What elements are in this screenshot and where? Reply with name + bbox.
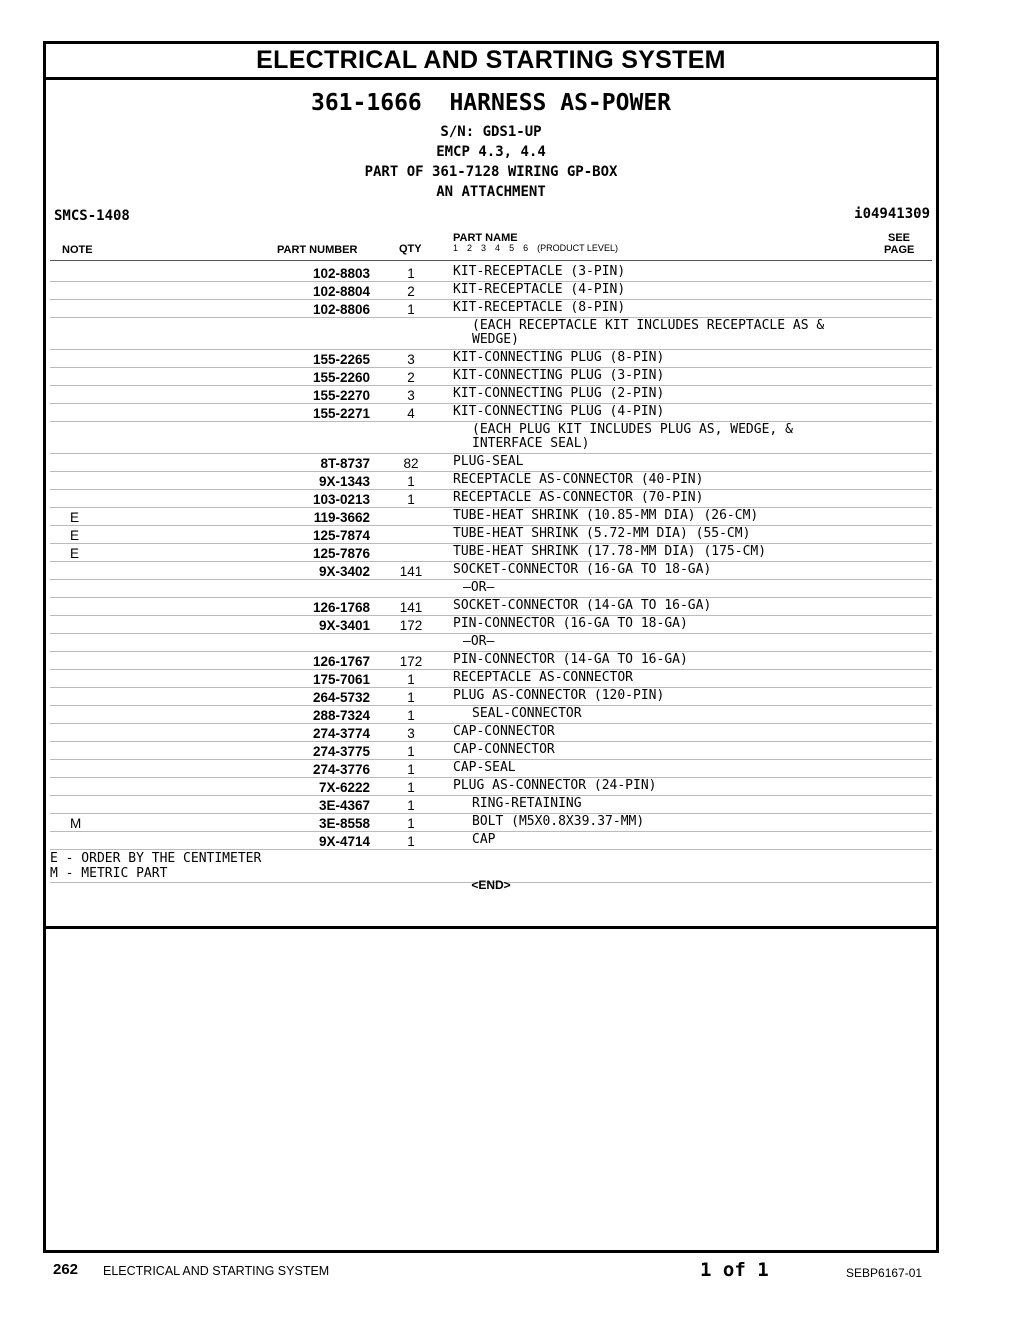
part-name: CAP-CONNECTOR <box>453 742 555 757</box>
section-title: ELECTRICAL AND STARTING SYSTEM <box>256 46 726 74</box>
row-divider <box>50 260 932 261</box>
quantity: 2 <box>407 370 415 385</box>
product-levels <box>453 243 627 253</box>
quantity: 1 <box>407 798 415 813</box>
quantity: 1 <box>407 780 415 795</box>
quantity: 3 <box>407 352 415 367</box>
part-name: SOCKET-CONNECTOR (14-GA TO 16-GA) <box>453 598 712 613</box>
row-divider <box>50 849 932 850</box>
part-number: 126-1768 <box>312 600 370 615</box>
quantity: 4 <box>407 406 415 421</box>
part-name: RECEPTACLE AS-CONNECTOR <box>453 670 634 685</box>
part-number: 3E-4367 <box>318 798 370 813</box>
part-name: RECEPTACLE AS-CONNECTOR (40-PIN) <box>453 472 704 487</box>
part-name: RECEPTACLE AS-CONNECTOR (70-PIN) <box>453 490 704 505</box>
col-qty: QTY <box>399 243 422 255</box>
part-name: TUBE-HEAT SHRINK (10.85-MM DIA) (26-CM) <box>453 508 759 523</box>
footnote-line: M - METRIC PART <box>50 866 168 881</box>
or-separator: —OR— <box>463 580 495 595</box>
part-name: KIT-RECEPTACLE (8-PIN) <box>453 300 626 315</box>
part-number: 264-5732 <box>312 690 370 705</box>
part-number: 125-7874 <box>312 528 370 543</box>
note-code: E <box>70 528 80 543</box>
note-code: M <box>70 816 82 831</box>
part-number: 102-8806 <box>312 302 370 317</box>
col-note: NOTE <box>62 244 93 256</box>
part-number: 274-3774 <box>312 726 370 741</box>
col-part-name: PART NAME <box>453 232 518 244</box>
part-name: PLUG-SEAL <box>453 454 524 469</box>
quantity: 172 <box>399 618 423 633</box>
part-number: 3E-8558 <box>318 816 370 831</box>
part-number: 9X-3402 <box>318 564 370 579</box>
part-name: KIT-RECEPTACLE (3-PIN) <box>453 264 626 279</box>
quantity: 3 <box>407 726 415 741</box>
part-name: KIT-CONNECTING PLUG (4-PIN) <box>453 404 665 419</box>
part-name: PIN-CONNECTOR (16-GA TO 18-GA) <box>453 616 688 631</box>
part-number: 155-2271 <box>312 406 370 421</box>
quantity: 3 <box>407 388 415 403</box>
part-name: KIT-CONNECTING PLUG (8-PIN) <box>453 350 665 365</box>
col-page: PAGE <box>884 244 915 256</box>
part-name: RING-RETAINING <box>472 796 582 811</box>
part-name: SEAL-CONNECTOR <box>472 706 582 721</box>
attachment-line: AN ATTACHMENT <box>436 184 546 200</box>
level-1: 1 <box>453 243 459 253</box>
level-2: 2 <box>467 243 473 253</box>
part-name: TUBE-HEAT SHRINK (5.72-MM DIA) (55-CM) <box>453 526 751 541</box>
level-5: 5 <box>509 243 515 253</box>
part-name: CAP-SEAL <box>453 760 516 775</box>
part-number: 175-7061 <box>312 672 370 687</box>
part-name: BOLT (M5X0.8X39.37-MM) <box>472 814 645 829</box>
quantity: 1 <box>407 266 415 281</box>
part-number: 155-2265 <box>312 352 370 367</box>
note-code: E <box>70 546 80 561</box>
part-number: 155-2270 <box>312 388 370 403</box>
quantity: 82 <box>403 456 419 471</box>
page-number: 262 <box>53 1261 79 1278</box>
quantity: 1 <box>407 816 415 831</box>
level-3: 3 <box>481 243 487 253</box>
serial-number-line: S/N: GDS1-UP <box>440 124 542 140</box>
parts-list-panel <box>46 80 936 929</box>
part-number: 9X-4714 <box>318 834 370 849</box>
part-name: KIT-CONNECTING PLUG (2-PIN) <box>453 386 665 401</box>
quantity: 172 <box>399 654 423 669</box>
part-name: PLUG AS-CONNECTOR (120-PIN) <box>453 688 665 703</box>
part-number: 274-3776 <box>312 762 370 777</box>
page-frame <box>43 41 939 1253</box>
illustration-id: i04941309 <box>854 206 930 222</box>
note-code: E <box>70 510 80 525</box>
quantity: 141 <box>399 564 423 579</box>
part-name-continued: INTERFACE SEAL) <box>472 436 590 451</box>
part-name: SOCKET-CONNECTOR (16-GA TO 18-GA) <box>453 562 712 577</box>
quantity: 1 <box>407 302 415 317</box>
end-marker: <END> <box>471 878 511 892</box>
part-number: 103-0213 <box>312 492 370 507</box>
part-title: 361-1666 HARNESS AS-POWER <box>310 90 672 116</box>
quantity: 2 <box>407 284 415 299</box>
level-6: 6 <box>523 243 529 253</box>
smcs-code: SMCS-1408 <box>54 208 130 224</box>
part-name: KIT-CONNECTING PLUG (3-PIN) <box>453 368 665 383</box>
part-number: 8T-8737 <box>320 456 370 471</box>
level-caption: (PRODUCT LEVEL) <box>537 243 618 253</box>
part-number: 119-3662 <box>313 510 370 525</box>
part-number: 102-8804 <box>312 284 370 299</box>
or-separator: —OR— <box>463 634 495 649</box>
part-number: 7X-6222 <box>318 780 370 795</box>
emcp-line: EMCP 4.3, 4.4 <box>436 144 546 160</box>
part-number: 9X-3401 <box>318 618 370 633</box>
part-number: 9X-1343 <box>318 474 370 489</box>
quantity: 1 <box>407 492 415 507</box>
level-4: 4 <box>495 243 501 253</box>
part-number: 155-2260 <box>312 370 370 385</box>
part-name: PIN-CONNECTOR (14-GA TO 16-GA) <box>453 652 688 667</box>
part-name: CAP-CONNECTOR <box>453 724 555 739</box>
col-see: SEE <box>888 232 911 244</box>
quantity: 1 <box>407 474 415 489</box>
footnote-line: E - ORDER BY THE CENTIMETER <box>50 851 262 866</box>
quantity: 1 <box>407 672 415 687</box>
part-number: 125-7876 <box>312 546 370 561</box>
part-number: 274-3775 <box>312 744 370 759</box>
page-of: 1 of 1 <box>700 1259 769 1281</box>
footer-section: ELECTRICAL AND STARTING SYSTEM <box>103 1264 330 1278</box>
part-name: (EACH PLUG KIT INCLUDES PLUG AS, WEDGE, & <box>472 422 793 437</box>
part-name: TUBE-HEAT SHRINK (17.78-MM DIA) (175-CM) <box>453 544 767 559</box>
part-of-line: PART OF 361-7128 WIRING GP-BOX <box>364 164 618 180</box>
doc-id: SEBP6167-01 <box>846 1266 923 1280</box>
quantity: 141 <box>399 600 423 615</box>
quantity: 1 <box>407 690 415 705</box>
part-name: PLUG AS-CONNECTOR (24-PIN) <box>453 778 657 793</box>
part-name-continued: WEDGE) <box>472 332 519 347</box>
part-name: (EACH RECEPTACLE KIT INCLUDES RECEPTACLE AS & <box>472 318 825 333</box>
part-name: CAP <box>472 832 496 847</box>
part-number: 288-7324 <box>312 708 370 723</box>
part-name: KIT-RECEPTACLE (4-PIN) <box>453 282 626 297</box>
part-number: 126-1767 <box>312 654 370 669</box>
col-part-number: PART NUMBER <box>277 244 358 256</box>
quantity: 1 <box>407 708 415 723</box>
part-number: 102-8803 <box>312 266 370 281</box>
quantity: 1 <box>407 834 415 849</box>
quantity: 1 <box>407 744 415 759</box>
section-title-bar <box>46 44 936 80</box>
quantity: 1 <box>407 762 415 777</box>
